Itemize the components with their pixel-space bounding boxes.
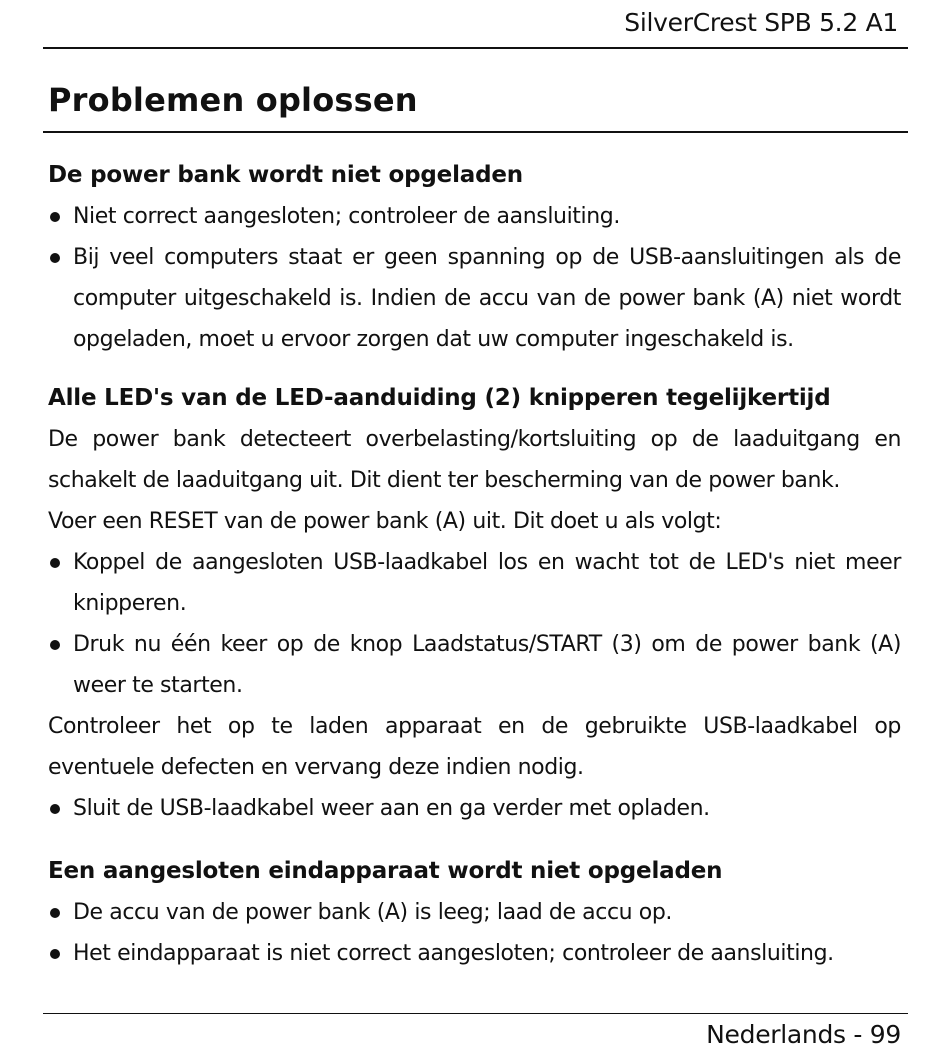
paragraph: Controleer het op te laden apparaat en de gebruikte USB-laadkabel op eventuele defecten en vervang deze indien nodig. <box>48 714 901 780</box>
title-divider <box>43 131 908 133</box>
bullet-item: Bij veel computers staat er geen spanning op de USB-aansluitingen als de computer uitgeschakeld is. Indien de accu van de power bank (A) niet wordt opgeladen, moet u ervoor zorgen dat uw computer ingeschakeld is. <box>48 237 901 360</box>
bullet-item: De accu van de power bank (A) is leeg; laad de accu op. <box>48 892 901 933</box>
page-content <box>48 154 901 974</box>
bullet-item: Druk nu één keer op de knop Laadstatus/START (3) om de power bank (A) weer te starten. <box>48 624 901 706</box>
section-not-charging <box>48 154 901 360</box>
paragraph: De power bank detecteert overbelasting/kortsluiting op de laaduitgang en schakelt de laaduitgang uit. Dit dient ter bescherming van de power bank. <box>48 427 901 493</box>
bullet-list <box>48 196 901 360</box>
section-heading: Een aangesloten eindapparaat wordt niet opgeladen <box>48 858 723 884</box>
page-title: Problemen oplossen <box>48 81 418 119</box>
bullet-list <box>48 542 901 706</box>
section-device-not-charging <box>48 850 901 974</box>
section-heading: De power bank wordt niet opgeladen <box>48 162 523 188</box>
running-header: SilverCrest SPB 5.2 A1 <box>624 8 898 37</box>
bullet-list <box>48 788 901 829</box>
bullet-item: Sluit de USB-laadkabel weer aan en ga verder met opladen. <box>48 788 901 829</box>
bullet-list <box>48 892 901 974</box>
section-heading: Alle LED's van de LED-aanduiding (2) knipperen tegelijkertijd <box>48 385 831 411</box>
bullet-item: Het eindapparaat is niet correct aangesloten; controleer de aansluiting. <box>48 933 901 974</box>
paragraph: Voer een RESET van de power bank (A) uit. Dit doet u als volgt: <box>48 509 722 534</box>
page-footer: Nederlands - 99 <box>706 1020 901 1049</box>
footer-divider <box>43 1013 908 1014</box>
bullet-item: Koppel de aangesloten USB-laadkabel los en wacht tot de LED's niet meer knipperen. <box>48 542 901 624</box>
header-divider <box>43 47 908 49</box>
section-leds-blinking <box>48 377 901 829</box>
bullet-item: Niet correct aangesloten; controleer de aansluiting. <box>48 196 901 237</box>
